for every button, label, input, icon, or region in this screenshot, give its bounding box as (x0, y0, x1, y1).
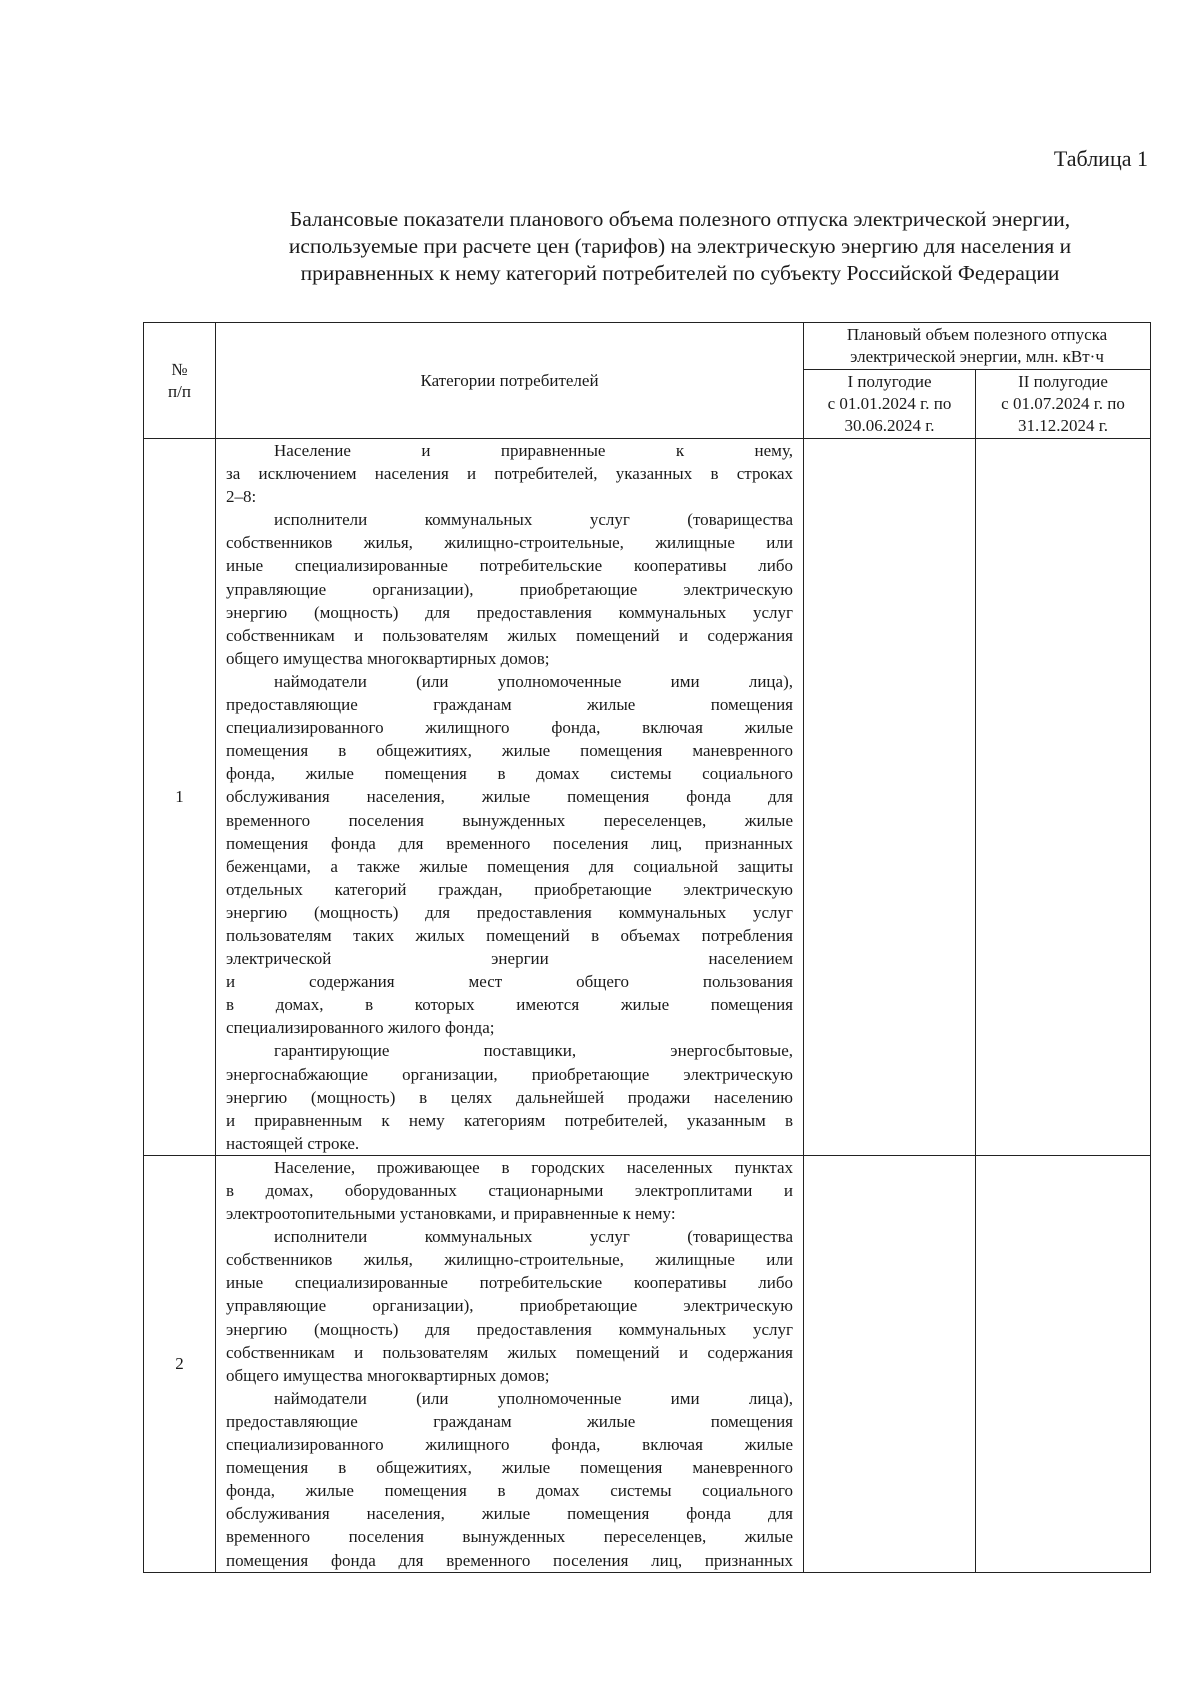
text-line: собственников жилья, жилищно-строительные, жилищные или (226, 533, 793, 553)
text-line: наймодатели (или уполномоченные ими лица), (274, 1388, 793, 1408)
text-line: предоставляющие гражданам жилые помещения (226, 1411, 793, 1431)
text-line: обслуживания населения, жилые помещения фонда для (226, 787, 793, 807)
text-line: помещения в общежитиях, жилые помещения маневренного (226, 741, 793, 761)
text-line: временного поселения вынужденных переселенцев, жилые (226, 810, 793, 830)
table-row (144, 439, 1151, 1156)
header-second-half: II полугодие с 01.07.2024 г. по 31.12.2024 г. (976, 370, 1151, 439)
text-line: отдельных категорий граждан, приобретающие электрическую (226, 879, 793, 899)
text-line: энергоснабжающие организации, приобретающие электрическую (226, 1064, 793, 1084)
text-line: энергию (мощность) для предоставления коммунальных услуг (226, 602, 793, 622)
text-line: исполнители коммунальных услуг (товарищества (274, 1227, 793, 1247)
text-line: собственникам и пользователям жилых помещений и содержания (226, 1342, 793, 1362)
text-line: 2–8: (226, 487, 257, 507)
text-line: Население и приравненные к нему, (274, 441, 793, 460)
text-line: предоставляющие гражданам жилые помещения (226, 695, 793, 715)
table-row (144, 1155, 1151, 1572)
text-line: Население, проживающее в городских населенных пунктах (274, 1157, 793, 1177)
text-line: специализированного жилого фонда; (226, 1018, 495, 1038)
table-label: Таблица 1 (1053, 146, 1148, 171)
text-line: временного поселения вынужденных переселенцев, жилые (226, 1527, 793, 1547)
text-line: общего имущества многоквартирных домов; (226, 648, 550, 668)
category-description (216, 439, 804, 1156)
text-line: управляющие организации), приобретающие электрическую (226, 579, 793, 599)
header-row-number: № п/п (144, 323, 216, 439)
text-line: специализированного жилищного фонда, включая жилые (226, 718, 793, 738)
text-line: иные специализированные потребительские кооперативы либо (226, 1273, 793, 1293)
text-line: и приравненным к нему категориям потребителей, указанным в (226, 1110, 793, 1130)
text-line: управляющие организации), приобретающие электрическую (226, 1296, 793, 1316)
second-half-value (976, 439, 1151, 1156)
text-line: помещения фонда для временного поселения лиц, признанных (226, 833, 793, 853)
title-line: Балансовые показатели планового объема полезного отпуска электрической энергии, (289, 207, 1071, 231)
first-half-value (804, 439, 976, 1156)
text-line: наймодатели (или уполномоченные ими лица), (274, 671, 793, 691)
title-line: используемые при расчете цен (тарифов) на электрическую энергию для населения и (288, 234, 1072, 258)
document-title (230, 206, 1130, 287)
header-category: Категории потребителей (216, 323, 804, 439)
title-line: приравненных к нему категорий потребителей по субъекту Российской Федерации (300, 261, 1060, 285)
text-line: электрической энергии населением (226, 949, 793, 969)
text-line: за исключением населения и потребителей, указанных в строках (226, 464, 793, 484)
text-line: обслуживания населения, жилые помещения фонда для (226, 1504, 793, 1524)
text-line: в домах, в которых имеются жилые помещения (226, 995, 793, 1015)
second-half-value (976, 1155, 1151, 1572)
text-line: исполнители коммунальных услуг (товарищества (274, 510, 793, 530)
text-line: общего имущества многоквартирных домов; (226, 1365, 550, 1385)
text-line: собственников жилья, жилищно-строительные, жилищные или (226, 1250, 793, 1270)
text-line: собственникам и пользователям жилых помещений и содержания (226, 625, 793, 645)
text-line: беженцами, а также жилые помещения для социальной защиты (226, 856, 793, 876)
text-line: настоящей строке. (226, 1133, 360, 1153)
category-description (216, 1155, 804, 1572)
text-line: помещения в общежитиях, жилые помещения маневренного (226, 1458, 793, 1478)
text-line: помещения фонда для временного поселения лиц, признанных (226, 1550, 793, 1570)
text-line: энергию (мощность) для предоставления коммунальных услуг (226, 1319, 793, 1339)
text-line: иные специализированные потребительские кооперативы либо (226, 556, 793, 576)
row-number: 2 (144, 1155, 216, 1572)
text-line: энергию (мощность) для предоставления коммунальных услуг (226, 902, 793, 922)
text-line: в домах, оборудованных стационарными электроплитами и (226, 1181, 793, 1200)
text-line: фонда, жилые помещения в домах системы социального (226, 764, 793, 784)
text-line: специализированного жилищного фонда, включая жилые (226, 1435, 793, 1455)
header-planned-volume: Плановый объем полезного отпуска электрической энергии, млн. кВт·ч (804, 323, 1151, 370)
text-line: электроотопительными установками, и приравненные к нему: (226, 1204, 676, 1224)
text-line: фонда, жилые помещения в домах системы социального (226, 1481, 793, 1501)
text-line: гарантирующие поставщики, энергосбытовые, (274, 1041, 793, 1061)
text-line: и содержания мест общего пользования (226, 972, 793, 992)
header-first-half: I полугодие с 01.01.2024 г. по 30.06.2024 г. (804, 370, 976, 439)
row-number: 1 (144, 439, 216, 1156)
first-half-value (804, 1155, 976, 1572)
text-line: пользователям таких жилых помещений в объемах потребления (226, 925, 793, 945)
balance-table (143, 322, 1151, 1573)
text-line: энергию (мощность) в целях дальнейшей продажи населению (226, 1087, 793, 1107)
